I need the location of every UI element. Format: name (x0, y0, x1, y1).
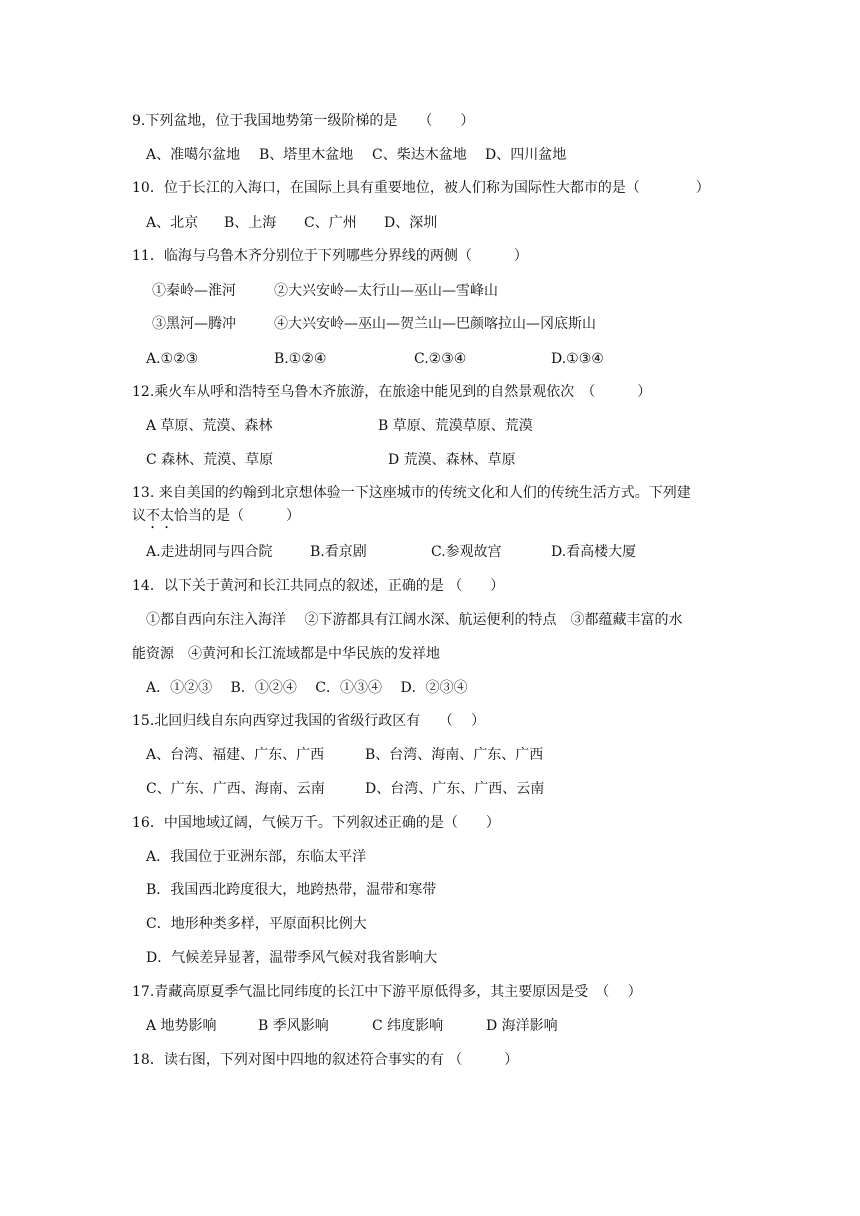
q9-stem: 9.下列盆地，位于我国地势第一级阶梯的是 （ ） (132, 113, 475, 129)
q16-option-a: A．我国位于亚洲东部，东临太平洋 (146, 849, 367, 865)
q11-option-a: A.①②③ (146, 351, 199, 367)
q13-option-a: A.走进胡同与四合院 (146, 544, 273, 560)
q15-option-a: A、台湾、福建、广东、广西 (146, 747, 325, 763)
q15-option-b: B、台湾、海南、广东、广西 (365, 747, 544, 763)
q12-stem: 12.乘火车从呼和浩特至乌鲁木齐旅游，在旅途中能见到的自然景观依次 （ ） (132, 384, 652, 400)
q12-option-b: B 草原、荒漠草原、荒漠 (378, 418, 533, 434)
q13-stem-post: 恰当的是（ ） (174, 508, 300, 524)
q12-option-a: A 草原、荒漠、森林 (146, 418, 273, 434)
q10-option-c: C、广州 (304, 215, 357, 231)
q11-item-1: ①秦岭—淮河 (152, 283, 236, 299)
q12-option-c: C 森林、荒漠、草原 (146, 452, 274, 468)
q15-stem: 15.北回归线自东向西穿过我国的省级行政区有 （ ） (132, 713, 486, 729)
q11-stem: 11．临海与乌鲁木齐分别位于下列哪些分界线的两侧（ ） (132, 248, 528, 264)
q15-option-c: C、广东、广西、海南、云南 (146, 781, 325, 797)
q15-option-d: D、台湾、广东、广西、云南 (365, 781, 545, 797)
q9-option-a: A、准噶尔盆地 (146, 147, 241, 163)
q11-item-4: ④大兴安岭—巫山—贺兰山—巴颜喀拉山—冈底斯山 (274, 316, 596, 332)
q17-option-c: C 纬度影响 (372, 1018, 444, 1034)
q9-option-c: C、柴达木盆地 (372, 147, 467, 163)
q11-option-d: D.①③④ (551, 351, 604, 367)
q14-options: A．①②③ B．①②④ C．①③④ D．②③④ (146, 680, 468, 696)
q14-stem: 14．以下关于黄河和长江共同点的叙述，正确的是 （ ） (132, 578, 505, 594)
q17-stem: 17.青藏高原夏季气温比同纬度的长江中下游平原低得多，其主要原因是受 （ ） (132, 984, 642, 1000)
q16-option-c: C．地形种类多样，平原面积比例大 (146, 916, 367, 932)
q9-option-b: B、塔里木盆地 (259, 147, 354, 163)
q14-statement-line2: 能资源 ④黄河和长江流域都是中华民族的发祥地 (132, 646, 440, 662)
q13-option-c: C.参观故宫 (431, 544, 502, 560)
q12-option-d: D 荒漠、森林、草原 (388, 452, 516, 468)
q17-option-a: A 地势影响 (146, 1018, 217, 1034)
q11-option-b: B.①②④ (274, 351, 327, 367)
q10-option-b: B、上海 (224, 215, 277, 231)
q10-option-a: A、北京 (146, 215, 199, 231)
q13-stem-emphasis: 不太 (146, 508, 174, 524)
q10-option-d: D、深圳 (384, 215, 438, 231)
q16-stem: 16．中国地域辽阔，气候万千。下列叙述正确的是（ ） (132, 815, 500, 831)
q13-stem-pre: 议 (132, 508, 146, 524)
q17-option-d: D 海洋影响 (486, 1018, 558, 1034)
q17-option-b: B 季风影响 (258, 1018, 329, 1034)
q14-statement-line1: ①都自西向东注入海洋 ②下游都具有江阔水深、航运便利的特点 ③都蕴藏丰富的水 (146, 612, 683, 628)
q11-item-2: ②大兴安岭—太行山—巫山—雪峰山 (274, 283, 498, 299)
q10-stem: 10．位于长江的入海口，在国际上具有重要地位，被人们称为国际性大都市的是（ ） (132, 180, 710, 196)
q13-stem-line1: 13. 来自美国的约翰到北京想体验一下这座城市的传统文化和人们的传统生活方式。下列建 (132, 485, 691, 501)
q13-stem-line2 (132, 506, 300, 532)
q16-option-b: B．我国西北跨度很大，地跨热带，温带和寒带 (146, 882, 437, 898)
q9-option-d: D、四川盆地 (485, 147, 567, 163)
q16-option-d: D．气候差异显著，温带季风气候对我省影响大 (146, 950, 438, 966)
q13-option-b: B.看京剧 (310, 544, 367, 560)
q13-option-d: D.看高楼大厦 (551, 544, 637, 560)
q11-item-3: ③黑河—腾冲 (152, 316, 236, 332)
q11-option-c: C.②③④ (414, 351, 467, 367)
q18-stem: 18．读右图，下列对图中四地的叙述符合事实的有 （ ） (132, 1052, 519, 1068)
